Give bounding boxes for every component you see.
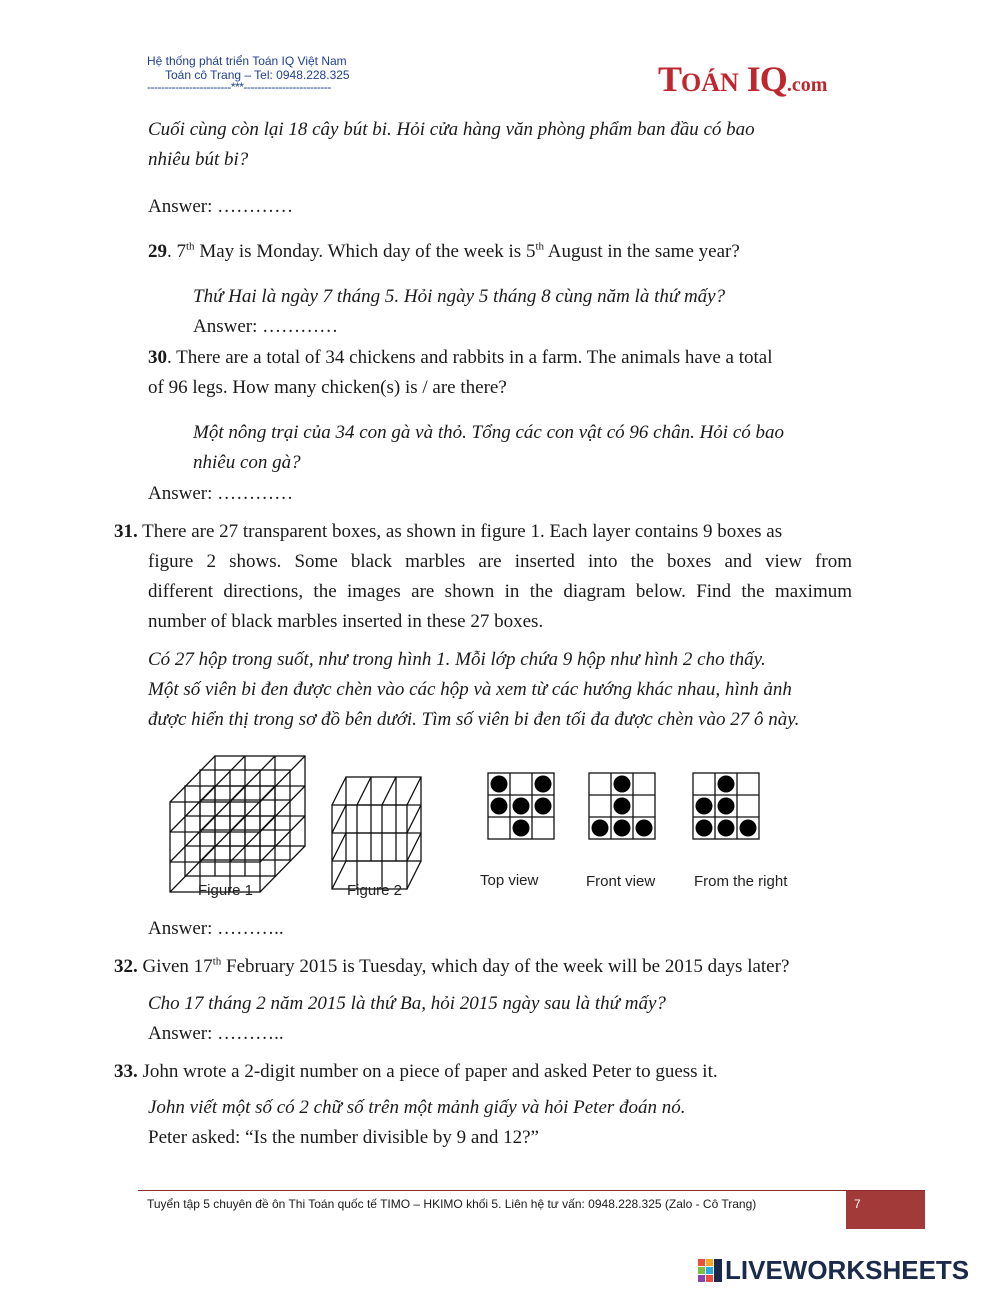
footer-divider: [138, 1190, 925, 1191]
header-contact: Toán cô Trang – Tel: 0948.228.325: [165, 68, 350, 82]
front-view-grid: [589, 773, 655, 839]
liveworksheets-logo-icon: [697, 1257, 723, 1283]
q31-line1: 31. There are 27 transparent boxes, as shown in figure 1. Each layer contains 9 boxes as: [114, 521, 783, 542]
marble: [535, 776, 552, 793]
q31-line2: figure 2 shows. Some black marbles are inserted into the boxes and view from: [148, 551, 852, 572]
marble: [535, 798, 552, 815]
marble: [636, 820, 653, 837]
q31-answer: Answer: ………..: [148, 918, 284, 939]
q29-answer: Answer: …………: [193, 316, 339, 337]
q31-vi-line1: Có 27 hộp trong suốt, như trong hình 1. Mỗi lớp chứa 9 hộp như hình 2 cho thấy.: [148, 649, 766, 670]
q31-line4: number of black marbles inserted in these 27 boxes.: [148, 611, 544, 632]
marble: [614, 798, 631, 815]
header-divider: ------------------------***-------------------------: [147, 80, 331, 94]
caption-figure2: Figure 2: [347, 882, 403, 899]
q30-vi-line2: nhiêu con gà?: [193, 452, 301, 473]
q33-vi: John viết một số có 2 chữ số trên một mảnh giấy và hỏi Peter đoán nó.: [148, 1097, 686, 1118]
marble: [491, 798, 508, 815]
marble: [491, 776, 508, 793]
marble: [592, 820, 609, 837]
intro-answer: Answer: …………: [148, 196, 294, 217]
marble: [740, 820, 757, 837]
q32-text: 32. Given 17th February 2015 is Tuesday, which day of the week will be 2015 days later?: [114, 955, 790, 977]
marble: [718, 776, 735, 793]
figure1-cube: [170, 756, 305, 892]
q31-vi-line2: Một số viên bi đen được chèn vào các hộp và xem từ các hướng khác nhau, hình ảnh: [148, 679, 792, 700]
liveworksheets-text: LIVEWORKSHEETS: [725, 1255, 970, 1285]
marble: [696, 820, 713, 837]
q29-text: 29. 7th May is Monday. Which day of the week is 5th August in the same year?: [148, 240, 740, 262]
figure2-layer: [332, 777, 421, 889]
q31-vi-line3: được hiển thị trong sơ đồ bên dưới. Tìm số viên bi đen tối đa được chèn vào 27 ô này.: [148, 709, 800, 730]
caption-right-view: From the right: [694, 873, 788, 890]
marble: [718, 798, 735, 815]
intro-vi-line1: Cuối cùng còn lại 18 cây bút bi. Hỏi cửa hàng văn phòng phẩm ban đầu có bao: [148, 119, 755, 140]
toan-iq-logo: TOÁN IQ.com: [658, 59, 828, 99]
page-number: 7: [854, 1197, 861, 1211]
marble: [696, 798, 713, 815]
caption-top-view: Top view: [480, 872, 539, 889]
q30-answer: Answer: …………: [148, 483, 294, 504]
q30-line1: 30. There are a total of 34 chickens and rabbits in a farm. The animals have a total: [148, 347, 773, 368]
caption-front-view: Front view: [586, 873, 656, 890]
marble: [513, 820, 530, 837]
page-number-box: [846, 1191, 925, 1229]
marble: [513, 798, 530, 815]
q32-answer: Answer: ………..: [148, 1023, 284, 1044]
right-view-grid: [693, 773, 759, 839]
q31-line3: different directions, the images are shown in the diagram below. Find the maximum: [148, 581, 852, 602]
q33-peter-question: Peter asked: “Is the number divisible by 9 and 12?”: [148, 1127, 539, 1148]
caption-figure1: Figure 1: [198, 882, 254, 899]
marble: [614, 776, 631, 793]
q30-vi-line1: Một nông trại của 34 con gà và thỏ. Tổng các con vật có 96 chân. Hỏi có bao: [193, 422, 785, 443]
q29-vi: Thứ Hai là ngày 7 tháng 5. Hỏi ngày 5 tháng 8 cùng năm là thứ mấy?: [193, 286, 726, 307]
q30-line2: of 96 legs. How many chicken(s) is / are there?: [148, 377, 507, 398]
q33-text: 33. John wrote a 2-digit number on a piece of paper and asked Peter to guess it.: [114, 1061, 718, 1082]
q32-vi: Cho 17 tháng 2 năm 2015 là thứ Ba, hỏi 2015 ngày sau là thứ mấy?: [148, 993, 666, 1014]
top-view-grid: [488, 773, 554, 839]
marble: [718, 820, 735, 837]
header-org-name: Hệ thống phát triển Toán IQ Việt Nam: [147, 54, 347, 68]
intro-vi-line2: nhiêu bút bi?: [148, 149, 249, 170]
marble: [614, 820, 631, 837]
footer-text: Tuyển tập 5 chuyên đề ôn Thi Toán quốc tế TIMO – HKIMO khối 5. Liên hệ tư vấn: 0948.228.325 (Zalo - Cô Trang): [147, 1197, 757, 1211]
